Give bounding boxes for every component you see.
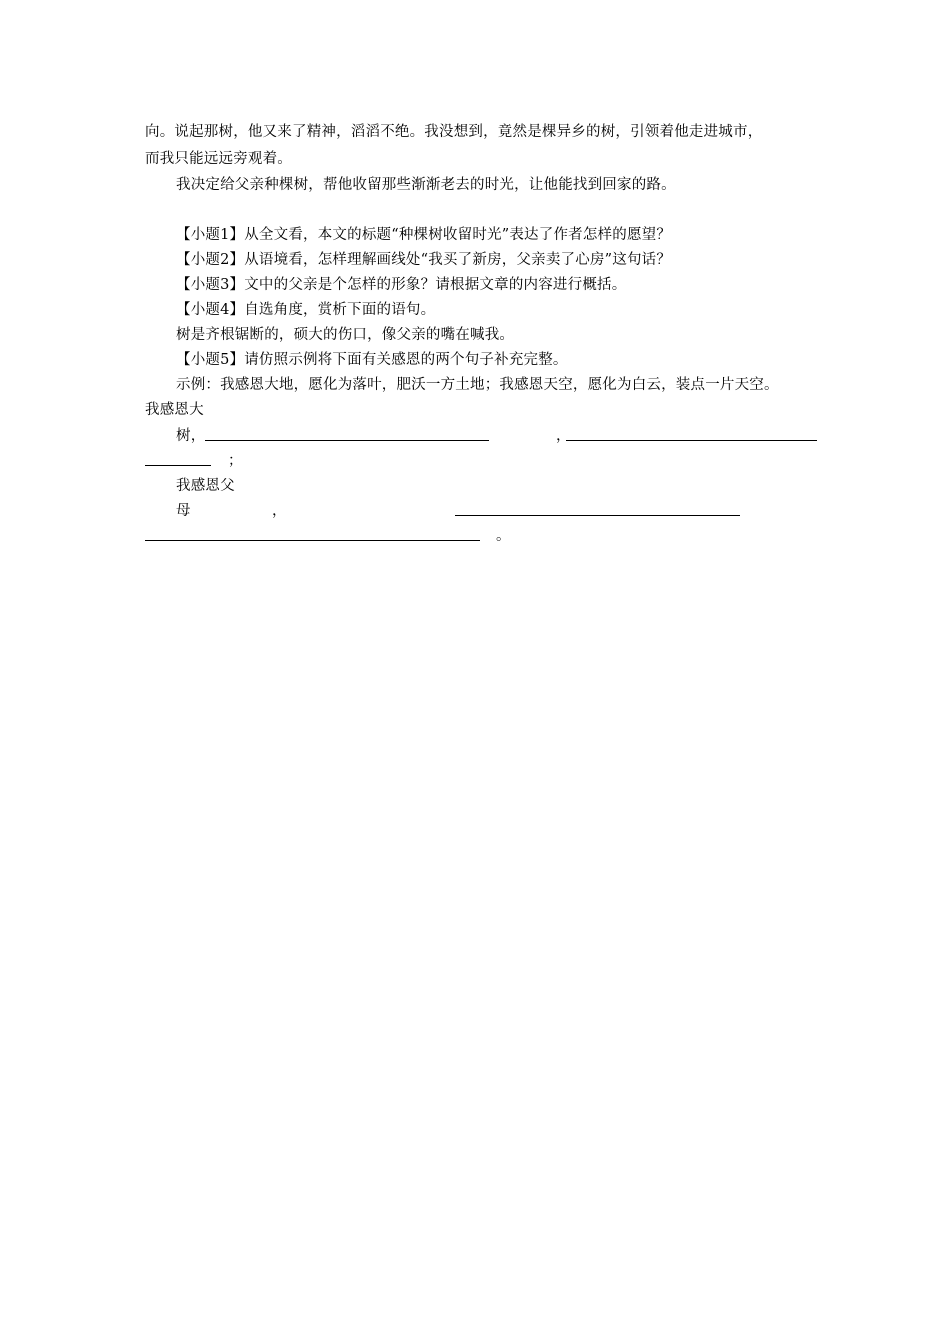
- question-2: 【小题2】从语境看，怎样理解画线处“我买了新房，父亲卖了心房”这句话？: [176, 252, 672, 268]
- question-4-sentence: 树是齐根锯断的，硕大的伤口，像父亲的嘴在喊我。: [176, 327, 515, 343]
- fill-2-blank-b[interactable]: [145, 540, 480, 541]
- question-5: 【小题5】请仿照示例将下面有关感恩的两个句子补充完整。: [176, 352, 568, 368]
- passage-line-3: 我决定给父亲种棵树，帮他收留那些渐渐老去的时光，让他能找到回家的路。: [176, 177, 676, 193]
- example-sentence: 示例：我感恩大地，愿化为落叶，肥沃一方土地；我感恩天空，愿化为白云，装点一片天空。: [176, 377, 779, 393]
- fill-1-start: 我感恩大: [145, 402, 204, 418]
- fill-1-comma: ，: [556, 428, 571, 444]
- fill-1-blank-a[interactable]: [205, 440, 489, 441]
- question-3: 【小题3】文中的父亲是个怎样的形象？请根据文章的内容进行概括。: [176, 277, 627, 293]
- passage-line-1: 向。说起那树，他又来了精神，滔滔不绝。我没想到，竟然是棵异乡的树，引领着他走进城市，: [145, 124, 763, 140]
- question-4: 【小题4】自选角度，赏析下面的语句。: [176, 302, 436, 318]
- passage-line-2: 而我只能远远旁观着。: [145, 151, 292, 167]
- fill-1-blank-b[interactable]: [566, 440, 817, 441]
- fill-2-start: 我感恩父: [176, 478, 235, 494]
- fill-2-comma: ，: [272, 503, 287, 519]
- fill-1-end-mark: ；: [228, 453, 243, 469]
- fill-2-end-mark: 。: [496, 528, 511, 544]
- question-1: 【小题1】从全文看，本文的标题“种棵树收留时光”表达了作者怎样的愿望？: [176, 227, 672, 243]
- fill-2-second: 母: [176, 503, 191, 519]
- fill-1-blank-c[interactable]: [145, 465, 211, 466]
- fill-2-blank-a[interactable]: [455, 515, 740, 516]
- fill-1-second: 树，: [176, 428, 206, 444]
